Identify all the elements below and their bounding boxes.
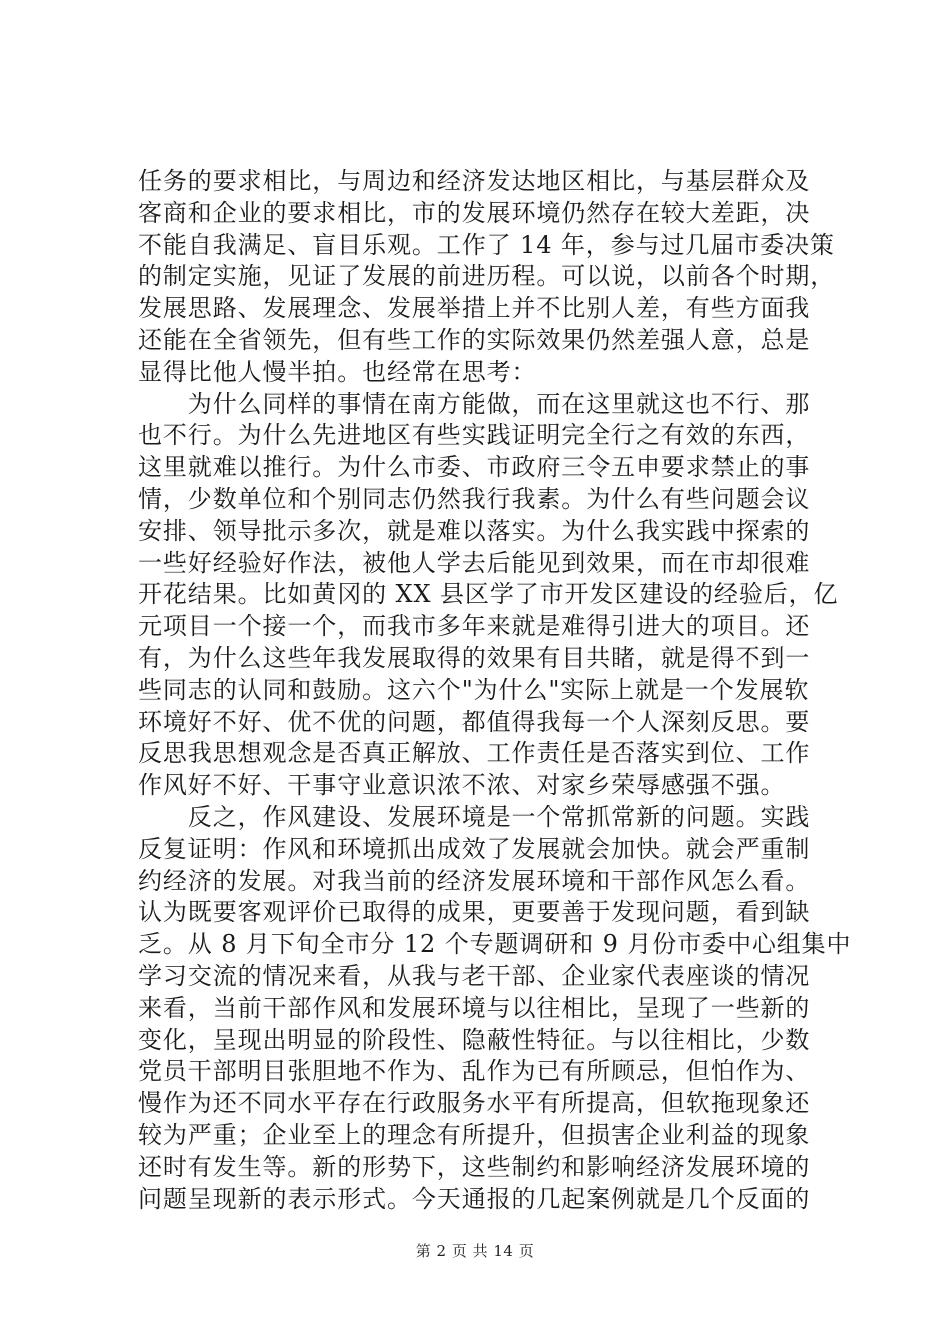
text-line: 作风好不好、干事守业意识浓不浓、对家乡荣辱感强不强。	[138, 771, 786, 800]
text-line: 元项目一个接一个，而我市多年来就是难得引进大的项目。还	[138, 612, 811, 641]
text-line: 反思我思想观念是否真正解放、工作责任是否落实到位、工作	[138, 739, 811, 768]
text-line: 情，少数单位和个别同志仍然我行我素。为什么有些问题会议	[138, 484, 811, 513]
text-line: 认为既要客观评价已取得的成果，更要善于发现问题，看到缺	[138, 898, 811, 927]
text-line: 安排、领导批示多次，就是难以落实。为什么我实践中探索的	[138, 516, 811, 545]
text-line: 不能自我满足、盲目乐观。工作了 14 年，参与过几届市委决策	[138, 230, 835, 259]
text-line: 还时有发生等。新的形势下，这些制约和影响经济发展环境的	[138, 1152, 811, 1181]
text-line: 为什么同样的事情在南方能做，而在这里就这也不行、那	[138, 389, 811, 418]
text-line: 这里就难以推行。为什么市委、市政府三令五申要求禁止的事	[138, 453, 811, 482]
page-number-footer: 第 2 页 共 14 页	[415, 1242, 535, 1260]
text-line: 变化，呈现出明显的阶段性、隐蔽性特征。与以往相比，少数	[138, 1025, 811, 1054]
text-line: 较为严重；企业至上的理念有所提升，但损害企业利益的现象	[138, 1120, 811, 1149]
text-line: 任务的要求相比，与周边和经济发达地区相比，与基层群众及	[138, 167, 811, 195]
text-line: 环境好不好、优不优的问题，都值得我每一个人深刻反思。要	[138, 707, 811, 736]
text-line: 党员干部明目张胆地不作为、乱作为已有所顾忌，但怕作为、	[138, 1057, 811, 1086]
text-line: 一些好经验好作法，被他人学去后能见到效果，而在市却很难	[138, 548, 811, 577]
text-line: 也不行。为什么先进地区有些实践证明完全行之有效的东西，	[138, 421, 811, 450]
text-line: 乏。从 8 月下旬全市分 12 个专题调研和 9 月份市委中心组集中	[138, 930, 852, 959]
text-line: 反复证明：作风和环境抓出成效了发展就会加快。就会严重制	[138, 834, 811, 863]
text-line: 客商和企业的要求相比，市的发展环境仍然存在较大差距，决	[138, 198, 811, 227]
text-line: 还能在全省领先，但有些工作的实际效果仍然差强人意，总是	[138, 325, 811, 354]
text-line: 发展思路、发展理念、发展举措上并不比别人差，有些方面我	[138, 294, 811, 323]
text-line: 来看，当前干部作风和发展环境与以往相比，呈现了一些新的	[138, 993, 811, 1022]
text-line: 慢作为还不同水平存在行政服务水平有所提高，但软拖现象还	[138, 1089, 811, 1118]
text-line: 问题呈现新的表示形式。今天通报的几起案例就是几个反面的	[138, 1184, 811, 1213]
text-line: 约经济的发展。对我当前的经济发展环境和干部作风怎么看。	[138, 866, 811, 895]
text-line: 有，为什么这些年我发展取得的效果有目共睹，就是得不到一	[138, 643, 811, 672]
text-line: 显得比他人慢半拍。也经常在思考：	[138, 357, 537, 386]
body-text	[138, 166, 852, 1215]
text-line: 些同志的认同和鼓励。这六个"为什么"实际上就是一个发展软	[138, 675, 810, 704]
text-line: 开花结果。比如黄冈的 XX 县区学了市开发区建设的经验后，亿	[138, 580, 839, 609]
text-line: 的制定实施，见证了发展的前进历程。可以说，以前各个时期，	[138, 262, 836, 291]
text-line: 反之，作风建设、发展环境是一个常抓常新的问题。实践	[138, 802, 811, 831]
text-line: 学习交流的情况来看，从我与老干部、企业家代表座谈的情况	[138, 961, 811, 990]
